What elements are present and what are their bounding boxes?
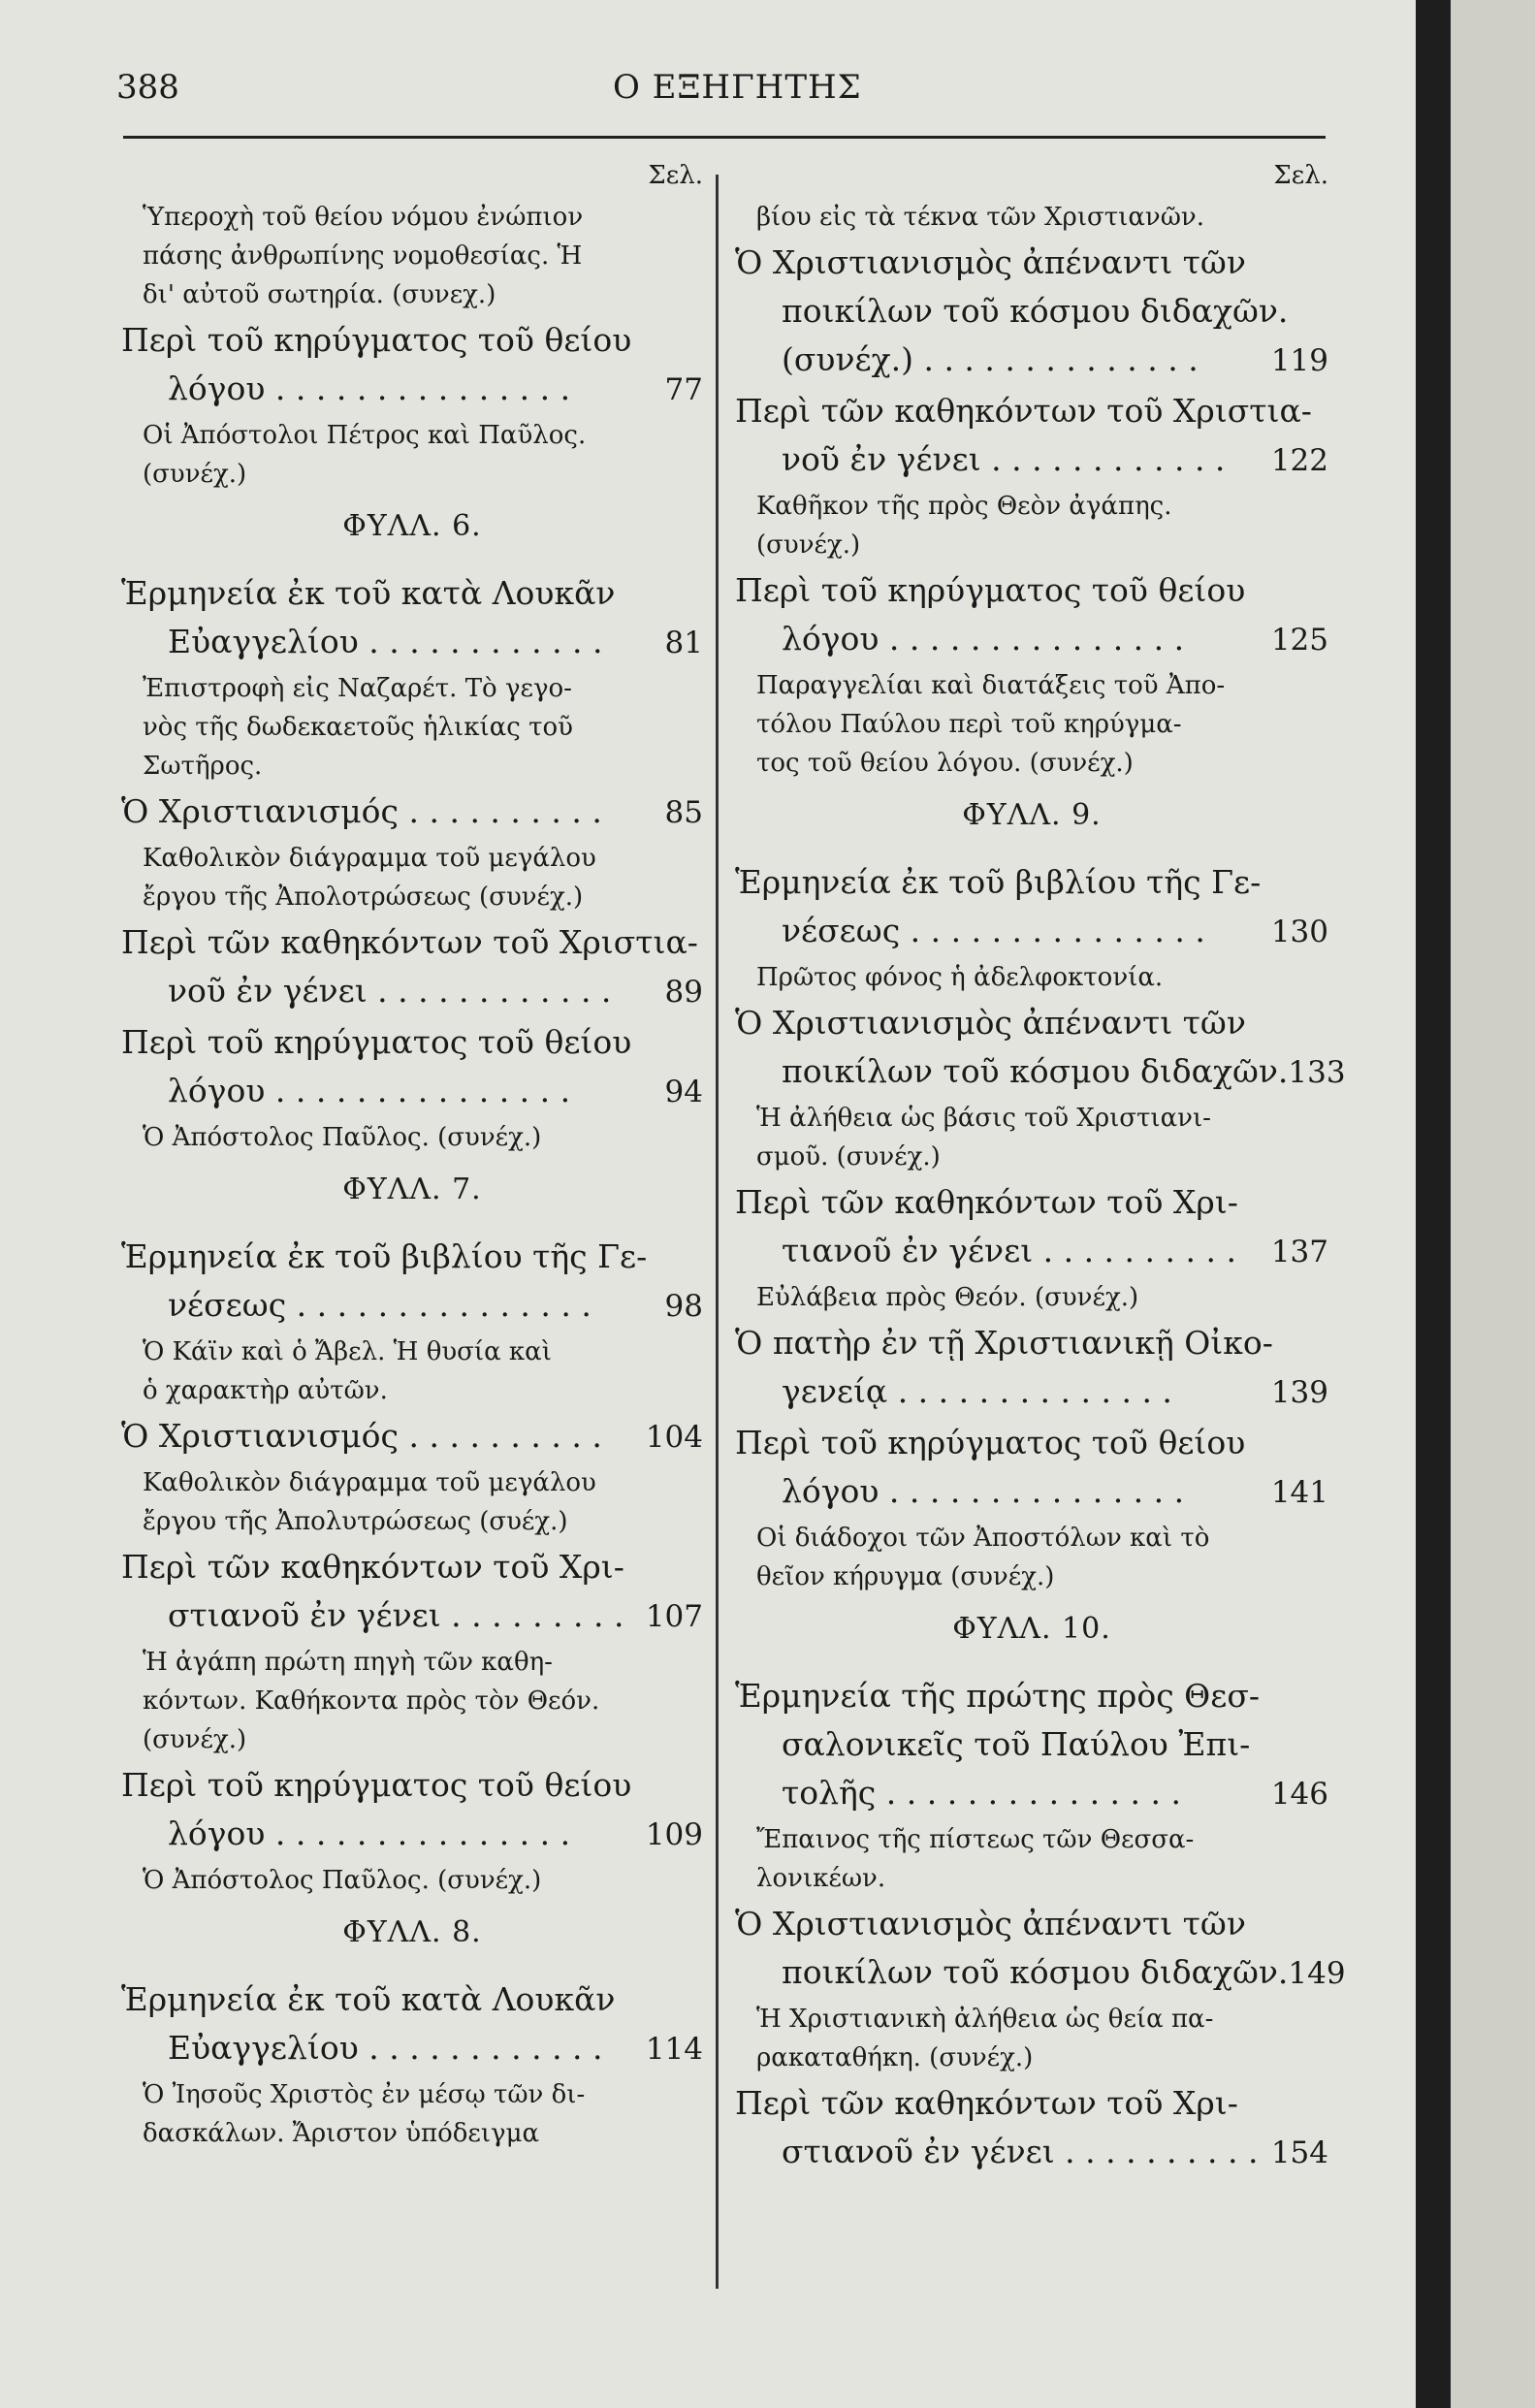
section-heading: ΦΥΛΛ. 7. [342, 1172, 482, 1206]
subentry-line: τος τοῦ θείου λόγου. (συνέχ.) [756, 749, 1134, 778]
entry-line [121, 918, 703, 967]
entry-line [735, 1319, 1328, 1367]
entry-page-number: 146 [1270, 1777, 1328, 1812]
entry-text: Ἑρμηνεία ἐκ τοῦ κατὰ Λουκᾶν [121, 574, 616, 612]
entry-page-number: 154 [1270, 2135, 1328, 2170]
entry-line [121, 1412, 703, 1461]
toc-entry [735, 999, 1346, 1097]
subentry-line: δι' αὐτοῦ σωτηρία. (συνεχ.) [143, 280, 496, 309]
subentry-line: Οἱ Ἀπόστολοι Πέτρος καὶ Παῦλος. [143, 421, 587, 450]
subentry-line: δασκάλων. Ἄριστον ὑπόδειγμα [143, 2119, 540, 2148]
entry-line [735, 1467, 1328, 1517]
entry-line [735, 336, 1328, 385]
entry-text: Ὁ πατὴρ ἐν τῇ Χριστιανικῇ Οἰκο- [735, 1324, 1273, 1362]
toc-subentry [121, 669, 703, 786]
entry-page-number: 119 [1270, 343, 1328, 378]
subentry-line: Ὁ Ἀπόστολος Παῦλος. (συνέχ.) [143, 1866, 542, 1895]
entry-text: λόγου . . . . . . . . . . . . . . . [782, 1472, 1185, 1510]
entry-text: ποικίλων τοῦ κόσμου διδαχῶν. [782, 292, 1289, 330]
toc-subentry [735, 958, 1328, 997]
entry-page-number: 133 [1288, 1055, 1346, 1090]
entry-text: Περὶ τῶν καθηκόντων τοῦ Χρι- [121, 1548, 624, 1586]
page-number: 388 [116, 68, 179, 107]
entry-page-number: 77 [664, 372, 703, 407]
toc-entry [121, 1975, 703, 2073]
entry-line [121, 1975, 703, 2024]
entry-line [735, 2079, 1328, 2128]
toc-entry [735, 1900, 1346, 1998]
section-heading: ΦΥΛΛ. 10. [952, 1612, 1111, 1646]
entry-page-number: 109 [645, 1817, 703, 1852]
subentry-line: Παραγγελίαι καὶ διατάξεις τοῦ Ἀπο- [756, 671, 1226, 700]
toc-entry [121, 1233, 703, 1331]
column-marker: Σελ. [1273, 161, 1328, 190]
subentry-line: Ὁ Κάϊν καὶ ὁ Ἄβελ. Ἡ θυσία καὶ [143, 1337, 552, 1366]
toc-subentry [121, 1118, 703, 1157]
subentry-line: κόντων. Καθήκοντα πρὸς τὸν Θεόν. [143, 1686, 600, 1716]
entry-text: Περὶ τοῦ κηρύγματος τοῦ θείου [735, 571, 1246, 609]
entry-line [735, 2128, 1328, 2177]
entry-line [735, 1227, 1328, 1276]
subentry-line: Ἐπιστροφὴ εἰς Ναζαρέτ. Τὸ γεγο- [143, 674, 572, 703]
entry-line [735, 999, 1328, 1047]
entry-line [121, 1281, 703, 1331]
toc-entry [121, 316, 703, 414]
toc-subentry [121, 198, 703, 314]
subentry-line: Οἱ διάδοχοι τῶν Ἀποστόλων καὶ τὸ [756, 1524, 1210, 1553]
entry-line [735, 387, 1328, 435]
toc-entry [121, 918, 703, 1016]
subentry-line: (συνέχ.) [143, 460, 247, 489]
entry-line [121, 787, 703, 837]
entry-line [121, 1067, 703, 1116]
entry-text: λόγου . . . . . . . . . . . . . . . [782, 620, 1185, 658]
entry-line [121, 365, 703, 414]
toc-entry [121, 1761, 703, 1859]
entry-text: (συνέχ.) . . . . . . . . . . . . . . [782, 340, 1199, 378]
toc-subentry [121, 416, 703, 494]
entry-text: στιανοῦ ἐν γένει . . . . . . . . . [168, 1596, 624, 1634]
entry-line [735, 1948, 1346, 1998]
entry-text: γενείᾳ . . . . . . . . . . . . . . [782, 1372, 1172, 1410]
entry-text: Ὁ Χριστιανισμὸς ἀπέναντι τῶν [735, 1905, 1246, 1942]
entry-line [121, 1543, 703, 1591]
subentry-line: ἔργου τῆς Ἀπολοτρώσεως (συνέχ.) [143, 883, 584, 912]
entry-line [121, 1761, 703, 1810]
subentry-line: Καθολικὸν διάγραμμα τοῦ μεγάλου [143, 844, 596, 873]
subentry-line: βίου εἰς τὰ τέκνα τῶν Χριστιανῶν. [756, 203, 1204, 232]
subentry-line: Πρῶτος φόνος ἡ ἀδελφοκτονία. [756, 963, 1164, 992]
entry-page-number: 114 [645, 2032, 703, 2067]
subentry-line: πάσης ἀνθρωπίνης νομοθεσίας. Ἡ [143, 241, 583, 271]
entry-text: Ἑρμηνεία ἐκ τοῦ κατὰ Λουκᾶν [121, 1980, 616, 2018]
subentry-line: ἔργου τῆς Ἀπολυτρώσεως (συέχ.) [143, 1507, 568, 1536]
toc-entry [735, 387, 1328, 485]
toc-subentry [735, 1278, 1328, 1317]
entry-line [735, 1419, 1328, 1467]
entry-text: στιανοῦ ἐν γένει . . . . . . . . . . [782, 2133, 1259, 2170]
facing-page-edge [1451, 0, 1535, 2408]
toc-subentry [121, 1332, 703, 1410]
toc-subentry [121, 839, 703, 916]
entry-line [121, 569, 703, 618]
entry-page-number: 104 [645, 1420, 703, 1455]
toc-subentry [735, 666, 1328, 783]
entry-line [735, 1769, 1328, 1818]
toc-entry [735, 1419, 1328, 1517]
subentry-line: Εὐλάβεια πρὸς Θεόν. (συνέχ.) [756, 1283, 1139, 1312]
toc-subentry [735, 1099, 1328, 1176]
toc-entry [735, 1178, 1328, 1276]
subentry-line: ρακαταθήκη. (συνέχ.) [756, 2043, 1034, 2072]
entry-text: Ὁ Χριστιανισμὸς ἀπέναντι τῶν [735, 243, 1246, 281]
entry-text: Ὁ Χριστιανισμός . . . . . . . . . . [121, 1417, 602, 1455]
subentry-line: Ἔπαινος τῆς πίστεως τῶν Θεσσα- [756, 1825, 1195, 1854]
entry-line [735, 435, 1328, 485]
subentry-line: Ὁ Ἀπόστολος Παῦλος. (συνέχ.) [143, 1123, 542, 1152]
entry-page-number: 98 [664, 1289, 703, 1324]
entry-line [735, 1672, 1328, 1720]
subentry-line: (συνέχ.) [756, 530, 861, 560]
subentry-line: Καθῆκον τῆς πρὸς Θεὸν ἀγάπης. [756, 492, 1172, 521]
entry-line [121, 1810, 703, 1859]
toc-subentry [121, 1643, 703, 1759]
running-title: Ο ΕΞΗΓΗΤΗΣ [613, 68, 862, 107]
toc-subentry [735, 1519, 1328, 1596]
entry-line [121, 1591, 703, 1641]
toc-entry [121, 1018, 703, 1116]
entry-page-number: 85 [664, 795, 703, 830]
subentry-line: Ἡ Χριστιανικὴ ἀλήθεια ὡς θεία πα- [756, 2005, 1214, 2034]
entry-text: Περὶ τῶν καθηκόντων τοῦ Χρι- [735, 1183, 1238, 1221]
entry-text: Εὐαγγελίου . . . . . . . . . . . . [168, 623, 603, 660]
toc-entry [735, 239, 1328, 385]
entry-text: λόγου . . . . . . . . . . . . . . . [168, 1072, 571, 1109]
entry-text: νοῦ ἐν γένει . . . . . . . . . . . . [782, 440, 1226, 478]
toc-subentry [121, 2075, 703, 2153]
entry-text: Εὐαγγελίου . . . . . . . . . . . . [168, 2029, 603, 2067]
toc-subentry [735, 487, 1328, 564]
entry-page-number: 141 [1270, 1475, 1328, 1510]
entry-page-number: 130 [1270, 915, 1328, 949]
toc-subentry [735, 2000, 1328, 2077]
section-heading: ΦΥΛΛ. 9. [962, 798, 1102, 832]
entry-line [121, 967, 703, 1016]
entry-text: Περὶ τῶν καθηκόντων τοῦ Χριστια- [735, 392, 1312, 430]
entry-page-number: 122 [1270, 443, 1328, 478]
entry-page-number: 149 [1288, 1956, 1346, 1991]
entry-line [121, 1018, 703, 1067]
toc-entry [735, 1319, 1328, 1417]
toc-column-right [735, 155, 1346, 2177]
entry-text: Ὁ Χριστιανισμός . . . . . . . . . . [121, 792, 602, 830]
entry-line [121, 2024, 703, 2073]
entry-text: τολῆς . . . . . . . . . . . . . . . [782, 1774, 1181, 1812]
entry-text: λόγου . . . . . . . . . . . . . . . [168, 1814, 571, 1852]
section-heading: ΦΥΛΛ. 8. [342, 1915, 482, 1949]
entry-line [735, 1178, 1328, 1227]
subentry-line: Ἡ ἀγάπη πρώτη πηγὴ τῶν καθη- [143, 1648, 553, 1677]
entry-text: νέσεως . . . . . . . . . . . . . . . [782, 912, 1205, 949]
entry-text: νέσεως . . . . . . . . . . . . . . . [168, 1286, 592, 1324]
subentry-line: Καθολικὸν διάγραμμα τοῦ μεγάλου [143, 1468, 596, 1497]
toc-entry [735, 1672, 1328, 1818]
entry-line [735, 907, 1328, 956]
entry-line [735, 1367, 1328, 1417]
entry-line [735, 1047, 1346, 1097]
column-marker: Σελ. [648, 161, 703, 190]
entry-text: τιανοῦ ἐν γένει . . . . . . . . . . [782, 1232, 1236, 1269]
column-divider [716, 175, 719, 2289]
toc-entry [735, 566, 1328, 664]
entry-text: ποικίλων τοῦ κόσμου διδαχῶν. [782, 1052, 1289, 1090]
entry-text: λόγου . . . . . . . . . . . . . . . [168, 369, 571, 407]
entry-text: Περὶ τοῦ κηρύγματος τοῦ θείου [121, 1023, 632, 1061]
entry-text: Περὶ τῶν καθηκόντων τοῦ Χριστια- [121, 923, 698, 961]
subentry-line: Ὁ Ἰησοῦς Χριστὸς ἐν μέσῳ τῶν δι- [143, 2080, 586, 2109]
subentry-line: θεῖον κήρυγμα (συνέχ.) [756, 1562, 1055, 1591]
entry-text: Περὶ τῶν καθηκόντων τοῦ Χρι- [735, 2084, 1238, 2122]
entry-text: ποικίλων τοῦ κόσμου διδαχῶν. [782, 1953, 1289, 1991]
entry-line [735, 1720, 1328, 1769]
subentry-line: τόλου Παύλου περὶ τοῦ κηρύγμα- [756, 710, 1182, 739]
entry-line [121, 316, 703, 365]
toc-entry [735, 2079, 1328, 2177]
subentry-line: λονικέων. [756, 1864, 886, 1893]
entry-line [121, 618, 703, 667]
entry-text: Περὶ τοῦ κηρύγματος τοῦ θείου [121, 1766, 632, 1804]
toc-entry [121, 569, 703, 667]
entry-text: Περὶ τοῦ κηρύγματος τοῦ θείου [735, 1424, 1246, 1461]
toc-subentry [735, 1820, 1328, 1898]
toc-entry [121, 1543, 703, 1641]
entry-line [121, 1233, 703, 1281]
subentry-line: σμοῦ. (συνέχ.) [756, 1142, 941, 1172]
toc-subentry [121, 1861, 703, 1900]
section-heading: ΦΥΛΛ. 6. [342, 509, 482, 543]
entry-text: Περὶ τοῦ κηρύγματος τοῦ θείου [121, 321, 632, 359]
entry-page-number: 81 [664, 626, 703, 660]
toc-entry [121, 787, 703, 837]
entry-text: Ἑρμηνεία ἐκ τοῦ βιβλίου τῆς Γε- [735, 863, 1262, 901]
toc-column-left [121, 155, 703, 2153]
toc-entry [735, 858, 1328, 956]
entry-line [735, 239, 1328, 287]
toc-subentry [121, 1463, 703, 1541]
subentry-line: Σωτῆρος. [143, 752, 263, 781]
entry-page-number: 89 [664, 975, 703, 1010]
entry-page-number: 139 [1270, 1375, 1328, 1410]
entry-text: Ὁ Χριστιανισμὸς ἀπέναντι τῶν [735, 1004, 1246, 1042]
entry-line [735, 858, 1328, 907]
subentry-line: Ὑπεροχὴ τοῦ θείου νόμου ἐνώπιον [143, 203, 584, 232]
subentry-line: ὁ χαρακτὴρ αὐτῶν. [143, 1376, 388, 1405]
entry-page-number: 94 [664, 1075, 703, 1109]
header-rule [123, 136, 1326, 139]
entry-page-number: 125 [1270, 623, 1328, 658]
subentry-line: νὸς τῆς δωδεκαετοῦς ἡλικίας τοῦ [143, 713, 573, 742]
entry-page-number: 107 [645, 1599, 703, 1634]
subentry-line: (συνέχ.) [143, 1725, 247, 1754]
subentry-line: Ἡ ἀλήθεια ὡς βάσις τοῦ Χριστιανι- [756, 1104, 1211, 1133]
entry-text: Ἑρμηνεία τῆς πρώτης πρὸς Θεσ- [735, 1677, 1261, 1715]
entry-text: σαλονικεῖς τοῦ Παύλου Ἐπι- [782, 1725, 1251, 1763]
entry-line [735, 615, 1328, 664]
toc-entry [121, 1412, 703, 1461]
book-spine [1416, 0, 1451, 2408]
entry-page-number: 137 [1270, 1235, 1328, 1269]
toc-subentry [735, 198, 1328, 237]
entry-text: Ἑρμηνεία ἐκ τοῦ βιβλίου τῆς Γε- [121, 1237, 648, 1275]
entry-text: νοῦ ἐν γένει . . . . . . . . . . . . [168, 972, 612, 1010]
entry-line [735, 287, 1328, 336]
entry-line [735, 1900, 1328, 1948]
entry-line [735, 566, 1328, 615]
